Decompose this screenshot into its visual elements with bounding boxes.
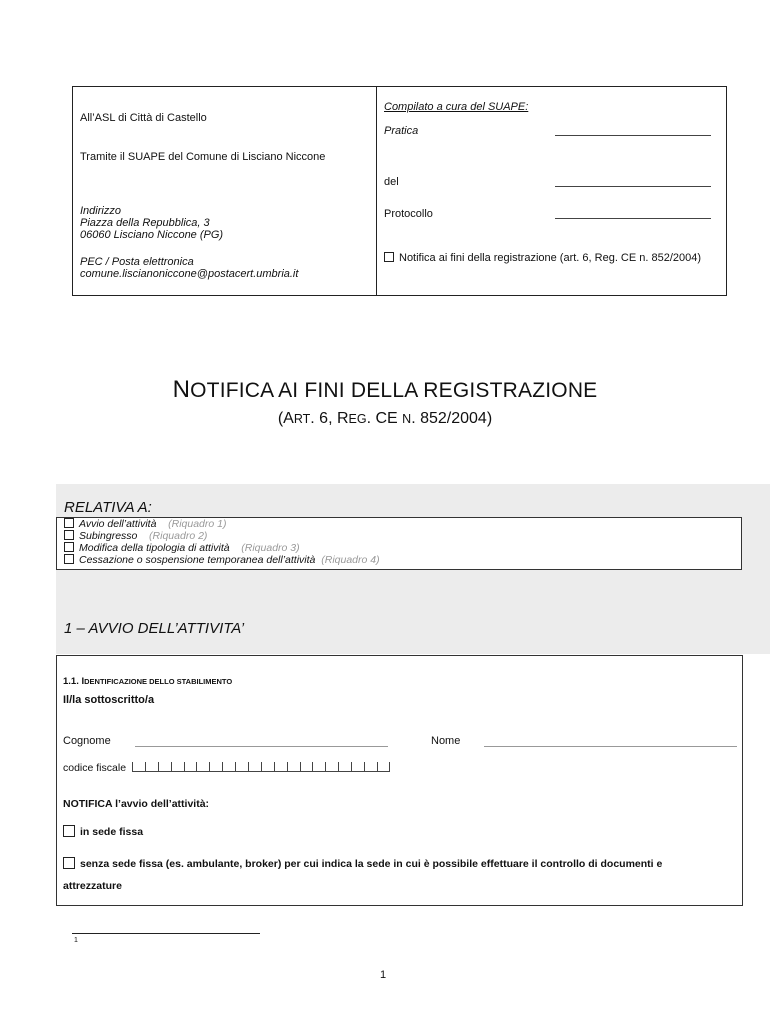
notifica-option-label: Notifica ai fini della registrazione (art. 6, Reg. CE n. 852/2004): [399, 252, 702, 264]
item-label: Avvio dell’attività: [79, 518, 157, 530]
subtitle-part: EG: [348, 412, 367, 426]
via-suape: Tramite il SUAPE del Comune di Lisciano Niccone: [80, 151, 326, 163]
protocollo-label: Protocollo: [384, 208, 433, 220]
page-title: [0, 376, 770, 404]
subtitle-part: RT: [293, 412, 311, 426]
subtitle-part: . 6,: [310, 410, 337, 427]
pratica-field[interactable]: [555, 135, 711, 136]
option-senza-line2: attrezzature: [63, 880, 122, 892]
section1-subheading: [63, 671, 232, 689]
address-line1: Piazza della Repubblica, 3: [80, 217, 210, 229]
nome-label: Nome: [431, 735, 461, 747]
option-senza-sede[interactable]: [63, 858, 743, 870]
relativa-item-subingresso[interactable]: [64, 530, 207, 542]
cognome-field[interactable]: [135, 746, 388, 747]
notifica-option[interactable]: [384, 252, 724, 264]
subtitle-part: N: [402, 412, 412, 426]
protocollo-field[interactable]: [555, 218, 711, 219]
pec-value: comune.liscianoniccone@postacert.umbria.it: [80, 268, 299, 280]
pec-label: PEC / Posta elettronica: [80, 256, 194, 268]
item-ref: (Riquadro 1): [168, 518, 227, 530]
subtitle-part: A: [283, 410, 294, 427]
item-ref: (Riquadro 3): [241, 542, 300, 554]
checkbox[interactable]: [64, 530, 74, 540]
codice-fiscale-input[interactable]: [132, 762, 390, 772]
footnote-rule: [72, 933, 260, 934]
relativa-item-modifica[interactable]: [64, 542, 300, 554]
item-label: Subingresso: [79, 530, 138, 542]
pratica-label: Pratica: [384, 125, 419, 137]
page-number: 1: [380, 969, 387, 981]
option-sede-fissa[interactable]: [63, 826, 143, 838]
checkbox[interactable]: [64, 542, 74, 552]
cf-label: codice fiscale: [63, 762, 127, 774]
subheading-rest: DENTIFICAZIONE DELLO STABILIMENTO: [84, 677, 233, 686]
checkbox[interactable]: [64, 518, 74, 528]
subheading-num: 1.1.: [63, 676, 82, 687]
relativa-heading: RELATIVA A:: [64, 499, 152, 516]
subtitle-part: . 852/2004): [411, 410, 493, 427]
cognome-label: Cognome: [63, 735, 111, 747]
undersigned-label: Il/la sottoscritto/a: [63, 694, 155, 706]
codice-fiscale-row: [63, 762, 390, 774]
item-label: Cessazione o sospensione temporanea dell’attività: [79, 554, 316, 566]
relativa-item-cessazione[interactable]: [64, 554, 380, 566]
recipient: All’ASL di Città di Castello: [80, 112, 207, 124]
option-label: in sede fissa: [80, 826, 144, 838]
compiled-by: Compilato a cura del SUAPE:: [384, 101, 529, 113]
subtitle-part: R: [336, 410, 349, 427]
notifica-label: NOTIFICA l’avvio dell’attività:: [63, 798, 210, 810]
relativa-item-avvio[interactable]: [64, 518, 226, 530]
checkbox[interactable]: [64, 554, 74, 564]
address-line2: 06060 Lisciano Niccone (PG): [80, 229, 224, 241]
checkbox[interactable]: [63, 857, 75, 869]
page-subtitle: [0, 410, 770, 428]
del-label: del: [384, 176, 399, 188]
section1-heading: 1 – AVVIO DELL’ATTIVITA’: [64, 620, 245, 637]
item-label: Modifica della tipologia di attività: [79, 542, 230, 554]
item-ref: (Riquadro 2): [149, 530, 208, 542]
footnote-number: 1: [74, 937, 78, 944]
option-label: senza sede fissa (es. ambulante, broker) per cui indica la sede in cui è possibile effettuare il controllo di documenti e: [80, 858, 663, 870]
notifica-checkbox[interactable]: [384, 252, 394, 262]
subheading-initial: I: [81, 676, 85, 687]
subtitle-part: (: [277, 410, 284, 427]
del-field[interactable]: [555, 186, 711, 187]
nome-field[interactable]: [484, 746, 737, 747]
header-divider: [376, 86, 377, 296]
title-initial: N: [172, 376, 191, 403]
checkbox[interactable]: [63, 825, 75, 837]
item-ref: (Riquadro 4): [321, 554, 380, 566]
title-rest: OTIFICA AI FINI DELLA REGISTRAZIONE: [190, 379, 598, 402]
subtitle-part: . CE: [366, 410, 403, 427]
address-label: Indirizzo: [80, 205, 121, 217]
